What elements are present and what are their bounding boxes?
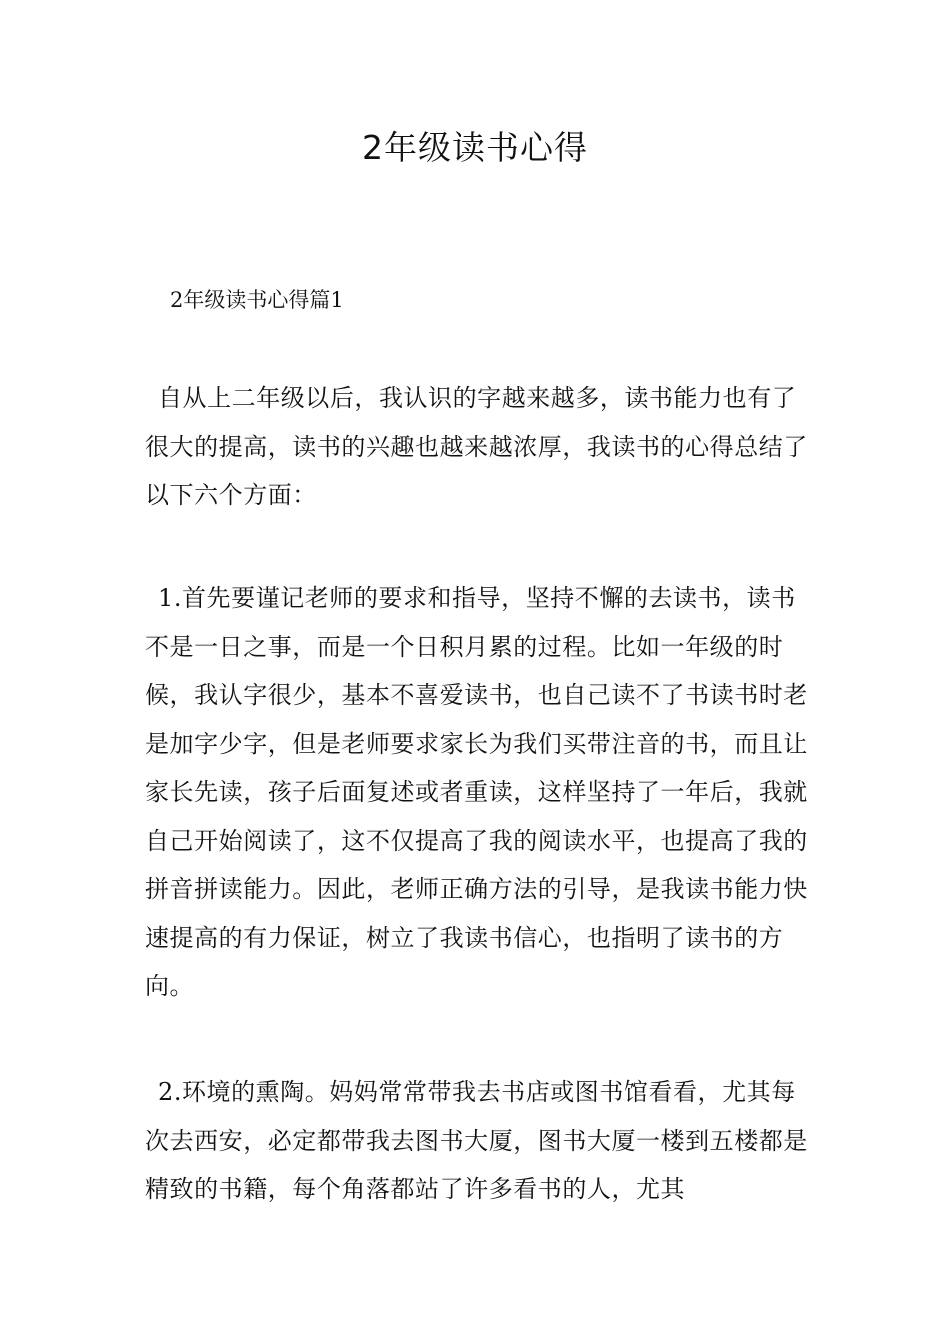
- paragraph-intro: 自从上二年级以后，我认识的字越来越多，读书能力也有了很大的提高，读书的兴趣也越来越浓厚，我读书的心得总结了以下六个方面：: [145, 384, 808, 509]
- section-heading: 2年级读书心得篇1: [170, 288, 344, 312]
- paragraph-point-1: 1.首先要谨记老师的要求和指导，坚持不懈的去读书，读书不是一日之事，而是一个日积月累的过程。比如一年级的时候，我认字很少，基本不喜爱读书，也自己读不了书读书时老是加字少字，但是老师要求家长为我们买带注音的书，而且让家长先读，孩子后面复述或者重读，这样坚持了一年后，我就自己开始阅读了，这不仅提高了我的阅读水平，也提高了我的拼音拼读能力。因此，老师正确方法的引导，是我读书能力快速提高的有力保证，树立了我读书信心，也指明了读书的方向。: [145, 584, 808, 1000]
- paragraph-point-2: 2.环境的熏陶。妈妈常常带我去书店或图书馆看看，尤其每次去西安，必定都带我去图书大厦，图书大厦一楼到五楼都是精致的书籍，每个角落都站了许多看书的人，尤其: [145, 1078, 808, 1203]
- document-title: 2年级读书心得: [362, 128, 588, 167]
